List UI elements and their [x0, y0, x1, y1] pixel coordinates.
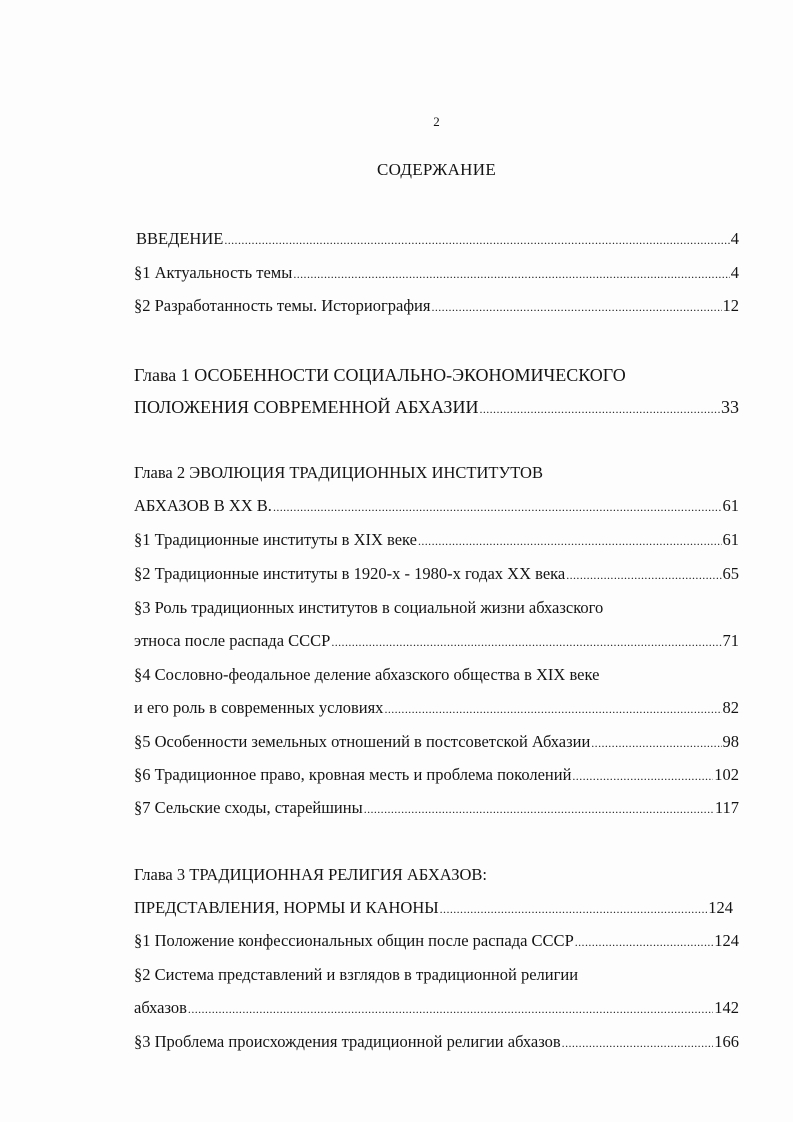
chapter-3-heading[interactable]: Глава 3 ТРАДИЦИОННАЯ РЕЛИГИЯ АБХАЗОВ:	[134, 865, 488, 884]
leader-dots	[293, 263, 729, 285]
toc-entry-chapter-3[interactable]	[134, 897, 733, 920]
toc-entry-text: §6 Традиционное право, кровная месть и проблема поколений	[134, 765, 572, 784]
chapter-1-heading[interactable]: Глава 1 ОСОБЕННОСТИ СОЦИАЛЬНО-ЭКОНОМИЧЕСКОГО	[134, 365, 626, 385]
toc-title: СОДЕРЖАНИЕ	[376, 160, 497, 179]
toc-entry-text: §5 Особенности земельных отношений в постсоветской Абхазии	[134, 732, 591, 751]
toc-entry-ch2-s6[interactable]	[134, 764, 739, 787]
toc-entry-ch3-s2[interactable]	[134, 997, 739, 1020]
leader-dots	[575, 931, 714, 953]
toc-entry-page: 4	[730, 229, 739, 248]
toc-entry-page: 124	[714, 931, 739, 950]
toc-entry-page: 61	[722, 530, 739, 549]
toc-entry-text: §1 Актуальность темы	[134, 263, 293, 282]
toc-entry-ch2-s3[interactable]	[134, 630, 739, 653]
toc-entry-page: 71	[722, 631, 739, 650]
toc-entry-page: 117	[714, 798, 739, 817]
leader-dots	[331, 631, 721, 653]
toc-entry-text: §7 Сельские сходы, старейшины	[134, 798, 363, 817]
toc-entry-ch2-s5[interactable]	[134, 731, 739, 754]
leader-dots	[273, 496, 722, 518]
chapter-2-heading[interactable]: Глава 2 ЭВОЛЮЦИЯ ТРАДИЦИОННЫХ ИНСТИТУТОВ	[134, 463, 543, 482]
leader-dots	[224, 229, 729, 251]
leader-dots	[566, 564, 721, 586]
toc-entry-text: и его роль в современных условиях	[134, 698, 384, 717]
leader-dots	[591, 732, 721, 754]
toc-entry-page: 124	[708, 898, 733, 917]
toc-entry-page: 65	[722, 564, 739, 583]
toc-entry-relevance[interactable]	[134, 262, 739, 285]
toc-entry-historiography[interactable]	[134, 295, 739, 318]
toc-entry-intro[interactable]	[136, 228, 739, 251]
toc-entry-page: 4	[730, 263, 739, 282]
toc-entry-text: этноса после распада СССР	[134, 631, 331, 650]
toc-entry-ch3-s1[interactable]	[134, 930, 739, 953]
toc-entry-page: 166	[714, 1032, 739, 1051]
page-number: 2	[433, 114, 440, 129]
leader-dots	[440, 898, 708, 920]
toc-entry-text: ПРЕДСТАВЛЕНИЯ, НОРМЫ И КАНОНЫ	[134, 898, 439, 917]
toc-entry-page: 102	[714, 765, 739, 784]
toc-entry-ch2-s1[interactable]	[134, 529, 739, 552]
toc-entry-page: 98	[722, 732, 739, 751]
toc-entry-text: §2 Разработанность темы. Историография	[134, 296, 431, 315]
leader-dots	[431, 296, 721, 318]
toc-entry-text: ПОЛОЖЕНИЯ СОВРЕМЕННОЙ АБХАЗИИ	[134, 397, 479, 417]
leader-dots	[384, 698, 721, 720]
toc-entry-page: 82	[722, 698, 739, 717]
toc-entry-text: §3 Проблема происхождения традиционной религии абхазов	[134, 1032, 561, 1051]
toc-entry-text: §1 Традиционные институты в XIX веке	[134, 530, 417, 549]
toc-entry-ch2-s3-line1[interactable]: §3 Роль традиционных институтов в социальной жизни абхазского	[134, 598, 604, 617]
toc-entry-text: АБХАЗОВ В XX В.	[134, 496, 272, 515]
toc-entry-chapter-1[interactable]	[134, 396, 739, 420]
toc-entry-ch2-s2[interactable]	[134, 563, 739, 586]
toc-entry-ch3-s2-line1[interactable]: §2 Система представлений и взглядов в традиционной религии	[134, 965, 579, 984]
leader-dots	[364, 798, 714, 820]
leader-dots	[188, 998, 713, 1020]
toc-entry-ch3-s3[interactable]	[134, 1031, 739, 1054]
leader-dots	[572, 765, 713, 787]
leader-dots	[418, 530, 722, 552]
toc-entry-text: абхазов	[134, 998, 187, 1017]
toc-entry-text: §2 Традиционные институты в 1920-х - 1980-х годах XX века	[134, 564, 566, 583]
toc-entry-page: 12	[722, 296, 739, 315]
leader-dots	[562, 1032, 714, 1054]
leader-dots	[479, 398, 720, 420]
toc-entry-page: 61	[722, 496, 739, 515]
toc-entry-text: ВВЕДЕНИЕ	[136, 229, 224, 248]
toc-entry-ch2-s7[interactable]	[134, 797, 739, 820]
toc-entry-ch2-s4[interactable]	[134, 697, 739, 720]
toc-entry-chapter-2[interactable]	[134, 495, 739, 518]
toc-entry-page: 142	[714, 998, 739, 1017]
toc-entry-page: 33	[721, 397, 739, 417]
toc-entry-text: §1 Положение конфессиональных общин после распада СССР	[134, 931, 574, 950]
toc-entry-ch2-s4-line1[interactable]: §4 Сословно-феодальное деление абхазского общества в XIX веке	[134, 665, 600, 684]
